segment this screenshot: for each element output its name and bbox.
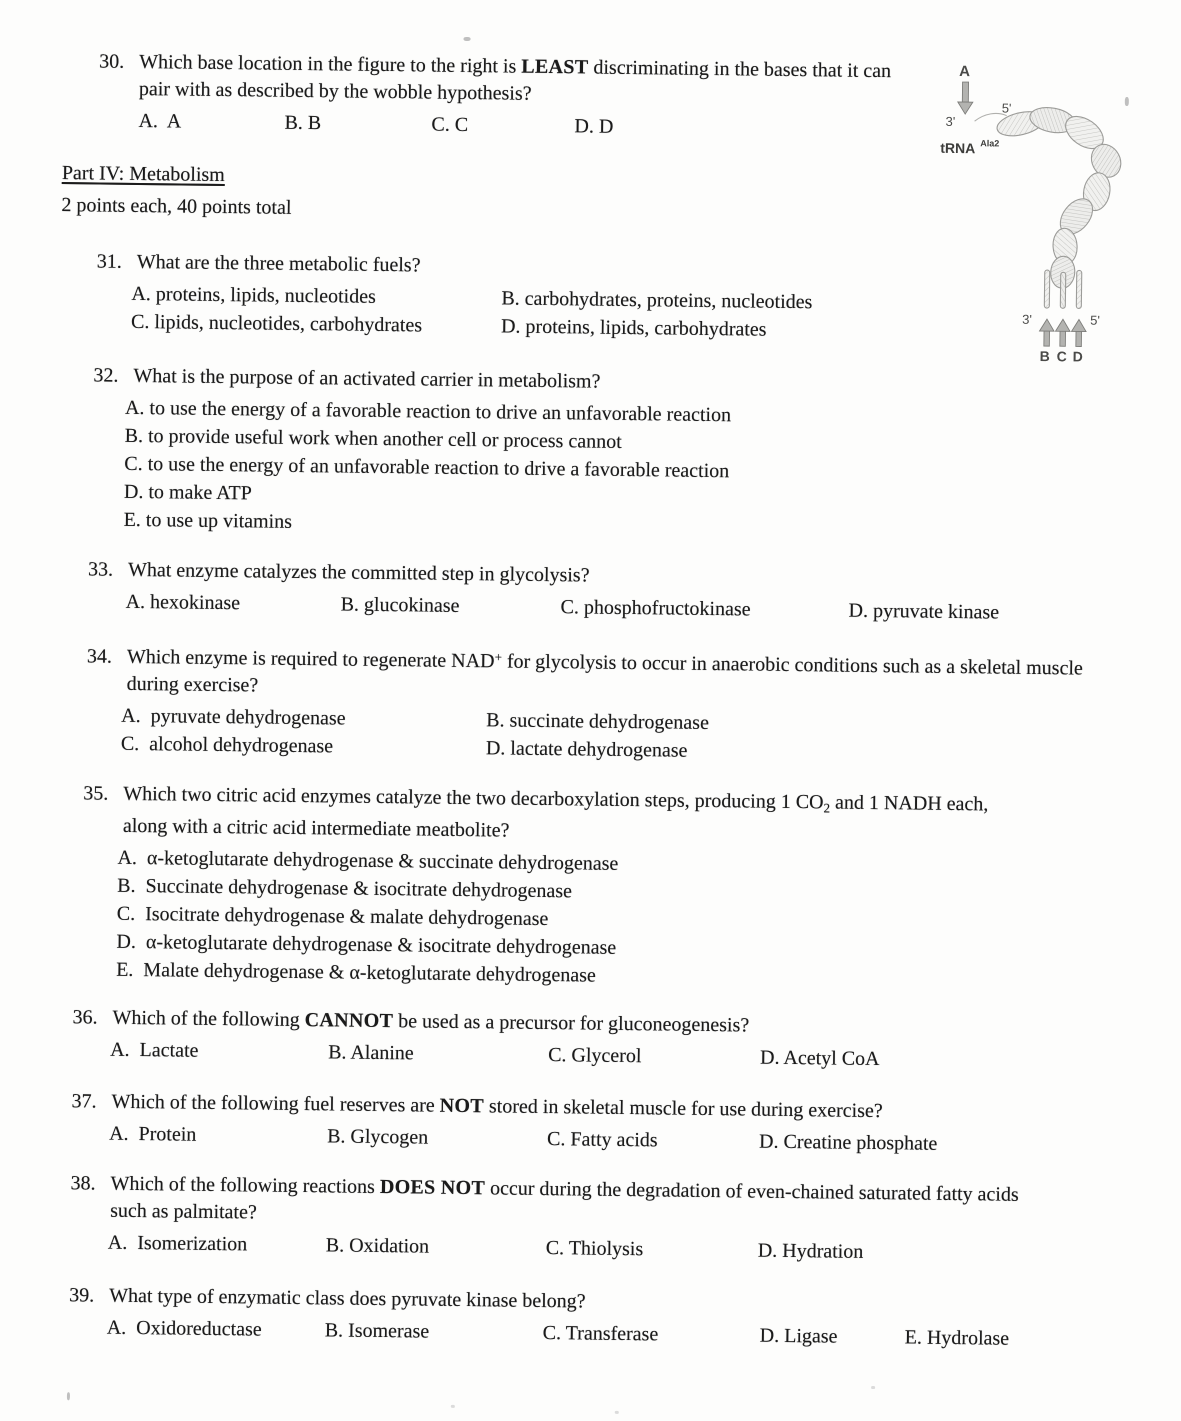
option-d: D. Hydration xyxy=(757,1239,864,1263)
question-text: for glycolysis to occur in anaerobic conditions such as a skeletal muscle during exercise? xyxy=(126,650,1083,697)
question-text: What type of enzymatic class does pyruvate kinase belong? xyxy=(109,1284,586,1313)
question-text: Which of the following fuel reserves are xyxy=(111,1090,440,1117)
option-c: C. Fatty acids xyxy=(546,1128,658,1152)
option-d: D. D xyxy=(574,115,614,138)
question-number: 37. xyxy=(71,1090,97,1113)
figure-top-5prime: 5' xyxy=(1001,100,1012,116)
question-bold-word: DOES NOT xyxy=(379,1175,486,1200)
question-35-options xyxy=(116,844,1013,995)
question-text: Which enzyme is required to regenerate NAD xyxy=(126,645,495,673)
option-c: C. Transferase xyxy=(542,1321,659,1346)
question-36 xyxy=(72,1004,1123,1076)
option-b: B. Oxidation xyxy=(325,1234,430,1258)
question-number: 39. xyxy=(69,1284,95,1307)
question-34 xyxy=(86,638,1087,769)
question-35 xyxy=(81,780,1013,994)
option-a: A. hexokinase xyxy=(125,590,241,615)
question-34-options xyxy=(121,702,1087,770)
option-d: D. lactate dehydrogenase xyxy=(485,737,688,762)
option-b: B. Alanine xyxy=(328,1041,414,1065)
option-c: C. C xyxy=(431,113,469,136)
question-text: Which of the following xyxy=(112,1006,305,1032)
question-38-options xyxy=(108,1229,1020,1268)
question-text: Which of the following reactions xyxy=(110,1172,381,1198)
question-text: be used as a precursor for gluconeogenesis? xyxy=(393,1010,750,1037)
option-a: A. Oxidoreductase xyxy=(106,1316,262,1341)
option-a: A. Lactate xyxy=(110,1038,199,1062)
question-number: 35. xyxy=(83,782,109,805)
option-d: D. Ligase xyxy=(759,1324,838,1348)
question-number: 31. xyxy=(96,250,122,273)
question-text: discriminating in the bases that it can pair with as described by the wobble hypothesis? xyxy=(138,56,892,105)
option-c: C. lipids, nucleotides, carbohydrates xyxy=(130,310,423,337)
arrow-a-icon xyxy=(958,82,973,114)
co2-subscript: 2 xyxy=(823,800,831,816)
section-header xyxy=(61,158,292,223)
option-c: C. Glycerol xyxy=(548,1044,642,1068)
option-d: D. Creatine phosphate xyxy=(758,1130,938,1155)
option-b: B. Glycogen xyxy=(327,1125,429,1149)
option-c: C. to use the energy of an unfavorable reaction to drive a favorable reaction xyxy=(124,452,730,483)
option-b: B. glucokinase xyxy=(340,593,460,617)
option-e: E. Hydrolase xyxy=(904,1326,1010,1350)
option-c: C. phosphofructokinase xyxy=(560,596,751,621)
option-a: A. to use the energy of a favorable reaction to drive an unfavorable reaction xyxy=(124,396,732,427)
question-32-options xyxy=(123,394,1103,546)
option-d: D. pyruvate kinase xyxy=(848,599,1000,624)
section-points-note: 2 points each, 40 points total xyxy=(61,194,292,219)
option-d: D. α-ketoglutarate dehydrogenase & isocitrate dehydrogenase xyxy=(116,930,617,959)
figure-top-3prime: 3' xyxy=(945,113,956,129)
option-a: A. Isomerization xyxy=(107,1231,248,1256)
question-35-stem xyxy=(83,780,1014,850)
question-30-options xyxy=(138,107,898,144)
option-b: B. Succinate dehydrogenase & isocitrate dehydrogenase xyxy=(117,874,573,903)
option-b: B. carbohydrates, proteins, nucleotides xyxy=(501,287,813,314)
section-title: Part IV: Metabolism xyxy=(61,162,225,187)
question-31-options xyxy=(131,280,1097,348)
question-text: stored in skeletal muscle for use during exercise? xyxy=(483,1095,883,1123)
question-text: What enzyme catalyzes the committed step in glycolysis? xyxy=(127,558,590,587)
option-a: A. proteins, lipids, nucleotides xyxy=(131,282,376,308)
question-31 xyxy=(96,248,1097,347)
option-a: A. A xyxy=(138,109,182,133)
question-text: Which two citric acid enzymes catalyze the two decarboxylation steps, producing 1 CO xyxy=(123,782,824,814)
option-c: C. Thiolysis xyxy=(545,1237,644,1261)
option-c: C. Isocitrate dehydrogenase & malate dehydrogenase xyxy=(116,902,549,931)
scan-speck xyxy=(464,37,471,41)
figure-label-d: D xyxy=(1072,348,1083,365)
question-number: 36. xyxy=(72,1006,98,1029)
option-a: A. pyruvate dehydrogenase xyxy=(121,704,346,730)
question-39 xyxy=(69,1282,1130,1354)
option-a: A. α-ketoglutarate dehydrogenase & succinate dehydrogenase xyxy=(117,846,619,875)
question-text: occur during the degradation of even-chained saturated fatty acids such as palmitate? xyxy=(110,1177,1019,1224)
figure-label-b: B xyxy=(1039,347,1050,365)
question-text: What are the three metabolic fuels? xyxy=(136,250,421,277)
option-d: D. proteins, lipids, carbohydrates xyxy=(500,315,767,341)
scan-speck xyxy=(871,1386,875,1389)
scan-speck xyxy=(1125,97,1129,106)
figure-label-c: C xyxy=(1056,348,1067,365)
option-a: A. Protein xyxy=(109,1122,197,1146)
scan-speck xyxy=(67,1392,70,1400)
question-number: 33. xyxy=(87,558,114,581)
question-37 xyxy=(71,1088,1122,1160)
scan-speck xyxy=(451,1405,455,1408)
question-number: 38. xyxy=(70,1172,96,1195)
trna-label: tRNA xyxy=(940,139,976,157)
option-d: D. to make ATP xyxy=(123,480,252,505)
question-33 xyxy=(87,556,1128,628)
question-30 xyxy=(98,48,899,144)
option-b: B. to provide useful work when another cell or process cannot xyxy=(124,424,622,453)
question-number: 30. xyxy=(99,50,125,73)
question-text: and 1 NADH each, along with a citric acid intermediate meatbolite? xyxy=(122,791,989,842)
question-38 xyxy=(70,1170,1021,1268)
option-e: E. Malate dehydrogenase & α-ketoglutarate dehydrogenase xyxy=(116,958,597,987)
question-bold-word: CANNOT xyxy=(304,1009,394,1033)
option-b: B. B xyxy=(284,111,322,135)
question-text: Which base location in the figure to the right is xyxy=(139,50,522,78)
question-34-stem xyxy=(86,638,1087,709)
figure-label-a: A xyxy=(959,62,971,81)
scan-speck xyxy=(615,1411,619,1414)
trna-label-superscript: Ala2 xyxy=(980,138,1000,149)
question-32 xyxy=(91,362,1103,545)
question-number: 32. xyxy=(93,364,119,387)
option-e: E. to use up vitamins xyxy=(123,508,293,533)
option-c: C. alcohol dehydrogenase xyxy=(120,732,334,758)
question-text: What is the purpose of an activated carrier in metabolism? xyxy=(133,364,601,393)
question-30-stem xyxy=(99,48,900,112)
option-b: B. Isomerase xyxy=(324,1319,430,1343)
option-b: B. succinate dehydrogenase xyxy=(486,709,710,734)
nad-plus-superscript: + xyxy=(494,649,503,665)
option-d: D. Acetyl CoA xyxy=(759,1046,880,1071)
question-number: 34. xyxy=(86,645,113,668)
question-38-stem xyxy=(70,1170,1021,1236)
question-bold-word: NOT xyxy=(439,1094,485,1118)
figure-bottom-3prime: 3' xyxy=(1022,311,1032,327)
figure-bottom-5prime: 5' xyxy=(1090,312,1100,328)
question-bold-word: LEAST xyxy=(521,55,589,79)
